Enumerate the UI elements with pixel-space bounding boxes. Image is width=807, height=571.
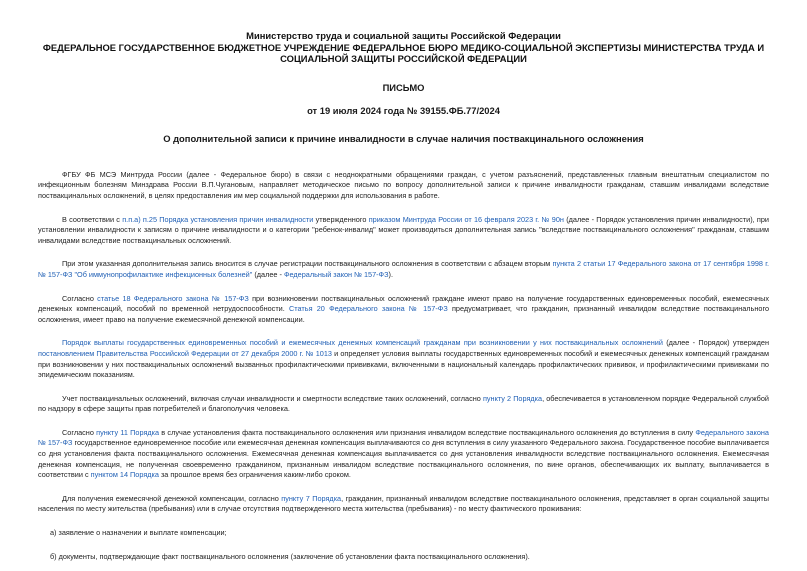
text: (далее - Порядок) утвержден xyxy=(662,338,769,348)
link-payment-procedure[interactable]: Порядок выплаты государственных единовременных пособий и ежемесячных денежных компенсаций гражданам при возникновении у них поствакцинальных осложнений xyxy=(62,338,663,348)
institution-name: ФЕДЕРАЛЬНОЕ ГОСУДАРСТВЕННОЕ БЮДЖЕТНОЕ УЧРЕЖДЕНИЕ ФЕДЕРАЛЬНОЕ БЮРО МЕДИКО-СОЦИАЛЬНОЙ ЭКСПЕРТИЗЫ МИНИСТЕРСТВА ТРУДА И СОЦИАЛЬНОЙ ЗАЩИТЫ РОССИЙСКОЙ ФЕДЕРАЦИИ xyxy=(42,41,765,65)
text: Согласно xyxy=(62,293,98,303)
document-date-number: от 19 июля 2024 года № 39155.ФБ.77/2024 xyxy=(307,104,500,116)
text: предусматривает, что гражданин, признанный инвалидом вследствие поствакцинального осложнения, имеет право на получение ежемесячной денежной компенсации. xyxy=(38,304,769,324)
list-item-a: а) заявление о назначении и выплате компенсации; xyxy=(50,528,227,538)
link-procedure-p25[interactable]: п.п.а) п.25 Порядка установления причин инвалидности xyxy=(122,214,314,224)
text: в случае установления факта поствакцинального осложнения или признания инвалидом вследствие поствакцинального осложнения до вступления в силу xyxy=(159,427,696,437)
paragraph-4 xyxy=(38,294,769,326)
ministry-name: Министерство труда и социальной защиты Российской Федерации xyxy=(246,30,561,41)
paragraph-7 xyxy=(38,428,769,481)
text: , обеспечивается в установленном порядке Федеральной службой по надзору в сфере защиты прав потребителей и благополучия человека. xyxy=(38,393,769,414)
link-order-90n[interactable]: приказом Минтруда России от 16 февраля 2023 г. № 90н xyxy=(368,214,564,224)
paragraph-3 xyxy=(38,259,769,280)
link-law-157-art17[interactable]: пункта 2 статьи 17 Федерального закона от 17 сентября 1998 г. № 157-ФЗ "Об иммунопрофилактике инфекционных болезней" xyxy=(38,259,769,279)
paragraph-1: ФГБУ ФБ МСЭ Минтруда России (далее - Федеральное бюро) в связи с неоднократными обращениями граждан, с учетом разъяснений, представленных главным внештатным специалистом по инфекционным болезням Минздрава России В.П.Чугановым, направляет методическое письмо по вопросу дополнительной записи к причине инвалидности гражданам, ставшим инвалидами вследствие поствакцинальных осложнений, в целях предоставления им мер социальной поддержки для использования в работе. xyxy=(38,169,769,200)
paragraph-2 xyxy=(38,215,769,247)
link-government-decree-1013[interactable]: постановлением Правительства Российской Федерации от 27 декабря 2000 г. № 1013 xyxy=(38,348,332,358)
paragraph-5 xyxy=(38,338,769,380)
text: В соответствии с xyxy=(62,214,123,224)
link-procedure-p7[interactable]: пункту 7 Порядка xyxy=(281,493,342,503)
link-law-157-art18[interactable]: статье 18 Федерального закона № 157-ФЗ xyxy=(97,293,249,303)
text: ). xyxy=(388,269,393,279)
text: государственное единовременное пособие или ежемесячная денежная компенсация выплачиваются со дня вступления в силу указанного Федерального закона. Государственное пособие выплачивается со дня установления факта поствакцинального осложнения. Ежемесячная денежная компенсация выплачивается со дня установления инвалидности вследствие поствакцинального осложнения. Ежемесячная денежная компенсация, не полученная своевременно гражданином, признанным инвалидом вследствие поствакцинального осложнения, по вине органов, обеспечивающих их выплату, выплачивается в соответствии с xyxy=(38,438,770,480)
document-body xyxy=(38,170,769,562)
link-law-157-art20[interactable]: Статья 20 Федерального закона № 157-ФЗ xyxy=(289,304,448,314)
paragraph-8 xyxy=(38,494,769,515)
text: При этом указанная дополнительная запись вносится в случае регистрации поствакцинального осложнения в соответствии с абзацем вторым xyxy=(62,259,553,269)
text: утвержденного xyxy=(313,214,369,224)
text: при возникновении поствакцинальных осложнений граждане имеют право на получение государственных единовременных пособий, ежемесячных денежных компенсаций, пособий по временной нетрудоспособности. xyxy=(38,293,769,314)
text: , гражданин, признанный инвалидом вследствие поствакцинального осложнения, представляет в орган социальной защиты населения по месту жительства (пребывания) или в случае отсутствия подтвержденного места жительства (пребывания) - по месту фактического проживания: xyxy=(38,493,769,514)
text: и определяет условия выплаты государственных единовременных пособий и ежемесячных денежных компенсаций гражданам при возникновении у них поствакцинальных осложнений вызванных профилактическими прививками, включенными в национальный календарь профилактических прививок, и профилактическими прививками по эпидемическим показаниям. xyxy=(38,348,769,380)
document-title: О дополнительной записи к причине инвалидности в случае наличия поствакцинального осложнения xyxy=(163,132,644,144)
link-procedure-p14[interactable]: пунктом 14 Порядка xyxy=(90,470,159,480)
link-procedure-p2[interactable]: пункту 2 Порядка xyxy=(482,393,543,403)
text: Согласно xyxy=(62,427,97,437)
list-item-b: б) документы, подтверждающие факт поствакцинального осложнения (заключение об установлении факта поствакцинального осложнения). xyxy=(50,551,530,561)
document-type: ПИСЬМО xyxy=(382,81,425,93)
text: Учет поствакцинальных осложнений, включая случаи инвалидности и смертности вследствие таких осложнений, согласно xyxy=(62,393,483,403)
text: (далее - xyxy=(252,269,284,279)
paragraph-6 xyxy=(38,394,769,415)
link-law-157[interactable]: Федеральный закон № 157-ФЗ xyxy=(283,269,389,279)
text: за прошлое время без ограничения каким-либо сроком. xyxy=(158,470,351,480)
link-procedure-p11[interactable]: пункту 11 Порядка xyxy=(96,427,160,437)
text: (далее - Порядок установления причин инвалидности), при установлении инвалидности к записям о причине инвалидности и о категории "ребенок-инвалид" может производиться дополнительная запись "вследствие поствакцинального осложнения" гражданам, ставшим инвалидами вследствие поствакцинальных осложнений. xyxy=(38,214,769,245)
text: Для получения ежемесячной денежной компенсации, согласно xyxy=(62,493,282,503)
link-law-157-b[interactable]: Федерального закона № 157-ФЗ xyxy=(38,427,769,448)
